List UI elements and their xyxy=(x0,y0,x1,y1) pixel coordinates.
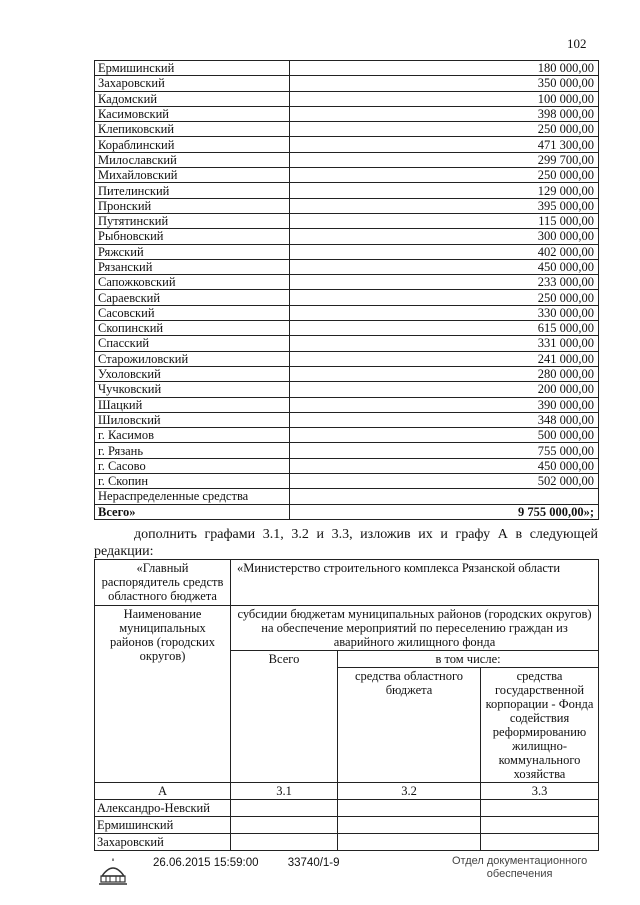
district-name: г. Касимов xyxy=(95,428,290,443)
district-amount: 402 000,00 xyxy=(290,244,599,259)
table-row xyxy=(95,817,599,834)
district-name: Пителинский xyxy=(95,183,290,198)
district-name: Милославский xyxy=(95,152,290,167)
department-stamp xyxy=(452,855,587,881)
district-amount: 129 000,00 xyxy=(290,183,599,198)
table-row xyxy=(95,351,599,366)
column-numbers-row xyxy=(95,783,599,800)
table-row xyxy=(95,213,599,228)
district-amount: 233 000,00 xyxy=(290,275,599,290)
district-amount: 500 000,00 xyxy=(290,428,599,443)
district-amount: 250 000,00 xyxy=(290,168,599,183)
footer-datetime: 26.06.2015 15:59:00 xyxy=(153,857,259,869)
total-amount: 9 755 000,00»; xyxy=(290,504,599,519)
district-amount: 615 000,00 xyxy=(290,321,599,336)
table-row xyxy=(95,275,599,290)
district-amount: 241 000,00 xyxy=(290,351,599,366)
total-column-header: Всего xyxy=(231,651,338,783)
district-name: Спасский xyxy=(95,336,290,351)
table-row xyxy=(95,152,599,167)
table-row xyxy=(95,122,599,137)
column-number-a: А xyxy=(95,783,231,800)
district-name: Кораблинский xyxy=(95,137,290,152)
subsidy-columns-table xyxy=(94,559,599,851)
district-amount: 100 000,00 xyxy=(290,91,599,106)
district-name: г. Рязань xyxy=(95,443,290,458)
district-name: Клепиковский xyxy=(95,122,290,137)
amendment-text xyxy=(94,526,598,560)
table-row xyxy=(95,397,599,412)
table-row xyxy=(95,834,599,851)
table-row xyxy=(95,412,599,427)
district-name: Александро-Невский xyxy=(95,800,231,817)
table-row xyxy=(95,366,599,381)
regional-budget-header: средства областного бюджета xyxy=(338,668,481,783)
table-row xyxy=(95,382,599,397)
district-amount: 300 000,00 xyxy=(290,229,599,244)
district-amount: 450 000,00 xyxy=(290,259,599,274)
district-amount: 450 000,00 xyxy=(290,458,599,473)
table-row xyxy=(95,244,599,259)
district-amount: 502 000,00 xyxy=(290,474,599,489)
table-row xyxy=(95,321,599,336)
district-amount: 350 000,00 xyxy=(290,76,599,91)
district-name: Ухоловский xyxy=(95,366,290,381)
column-number-3-2: 3.2 xyxy=(338,783,481,800)
district-name: г. Сасово xyxy=(95,458,290,473)
district-name: Чучковский xyxy=(95,382,290,397)
district-name: Шацкий xyxy=(95,397,290,412)
district-amount: 180 000,00 xyxy=(290,61,599,76)
stamp-line-1: Отдел документационного xyxy=(452,855,588,867)
district-name: Старожиловский xyxy=(95,351,290,366)
district-name: Сапожковский xyxy=(95,275,290,290)
district-name: Ермишинский xyxy=(95,61,290,76)
table-row xyxy=(95,336,599,351)
district-amount: 395 000,00 xyxy=(290,198,599,213)
subsidy-header: субсидии бюджетам муниципальных районов (городских округов) на обеспечение мероприятий по переселению граждан из аварийного жилищного фонда xyxy=(231,606,599,651)
including-header: в том числе: xyxy=(338,651,599,668)
table-row xyxy=(95,137,599,152)
table-row xyxy=(95,458,599,473)
district-amount: 331 000,00 xyxy=(290,336,599,351)
district-name: Ряжский xyxy=(95,244,290,259)
total-label: Всего» xyxy=(95,504,290,519)
name-column-header: Наименование муниципальных районов (городских округов) xyxy=(95,606,231,783)
header-row-subsidy xyxy=(95,606,599,651)
district-name: Захаровский xyxy=(95,834,231,851)
district-amount: 348 000,00 xyxy=(290,412,599,427)
district-name: Пронский xyxy=(95,198,290,213)
districts-table xyxy=(94,60,599,520)
table-row xyxy=(95,800,599,817)
main-manager-label: «Главный распорядитель средств областного бюджета xyxy=(95,560,231,606)
district-amount: 398 000,00 xyxy=(290,106,599,121)
district-amount: 250 000,00 xyxy=(290,290,599,305)
district-amount: 115 000,00 xyxy=(290,213,599,228)
table-row xyxy=(95,198,599,213)
table-row xyxy=(95,443,599,458)
page-number: 102 xyxy=(567,36,587,51)
table-row xyxy=(95,474,599,489)
column-number-3-3: 3.3 xyxy=(481,783,599,800)
district-name: Скопинский xyxy=(95,321,290,336)
district-name: Кадомский xyxy=(95,91,290,106)
district-amount: 299 700,00 xyxy=(290,152,599,167)
column-number-3-1: 3.1 xyxy=(231,783,338,800)
district-name: Михайловский xyxy=(95,168,290,183)
amendment-text-line-1: дополнить графами 3.1, 3.2 и 3.3, изложив их и графу А в следующей xyxy=(134,527,598,542)
main-manager-value: «Министерство строительного комплекса Рязанской области xyxy=(231,560,599,606)
amendment-text-line-2: редакции: xyxy=(94,544,154,559)
table-row xyxy=(95,183,599,198)
header-row-main xyxy=(95,560,599,606)
table-row xyxy=(95,61,599,76)
table-row xyxy=(95,489,599,504)
table-row xyxy=(95,428,599,443)
table-row xyxy=(95,229,599,244)
table-row xyxy=(95,259,599,274)
district-amount: 200 000,00 xyxy=(290,382,599,397)
district-amount xyxy=(290,489,599,504)
table-row xyxy=(95,168,599,183)
district-name: Сасовский xyxy=(95,305,290,320)
duma-logo-icon xyxy=(98,858,128,886)
district-name: Сараевский xyxy=(95,290,290,305)
district-amount: 390 000,00 xyxy=(290,397,599,412)
district-name: Нераспределенные средства xyxy=(95,489,290,504)
district-name: Рязанский xyxy=(95,259,290,274)
district-amount: 250 000,00 xyxy=(290,122,599,137)
stamp-line-2: обеспечения xyxy=(486,868,553,880)
district-name: г. Скопин xyxy=(95,474,290,489)
footer-registration xyxy=(153,857,340,869)
district-amount: 330 000,00 xyxy=(290,305,599,320)
district-amount: 755 000,00 xyxy=(290,443,599,458)
table-row xyxy=(95,76,599,91)
table-row xyxy=(95,305,599,320)
table-row xyxy=(95,290,599,305)
district-name: Рыбновский xyxy=(95,229,290,244)
district-name: Ермишинский xyxy=(95,817,231,834)
total-row xyxy=(95,504,599,519)
district-name: Захаровский xyxy=(95,76,290,91)
table-row xyxy=(95,91,599,106)
fund-header: средства государственной корпорации - Фонда содействия реформированию жилищно-коммунального хозяйства xyxy=(481,668,599,783)
district-name: Путятинский xyxy=(95,213,290,228)
district-amount: 280 000,00 xyxy=(290,366,599,381)
district-name: Касимовский xyxy=(95,106,290,121)
district-name: Шиловский xyxy=(95,412,290,427)
table-row xyxy=(95,106,599,121)
district-amount: 471 300,00 xyxy=(290,137,599,152)
footer-doc-number: 33740/1-9 xyxy=(287,857,340,869)
